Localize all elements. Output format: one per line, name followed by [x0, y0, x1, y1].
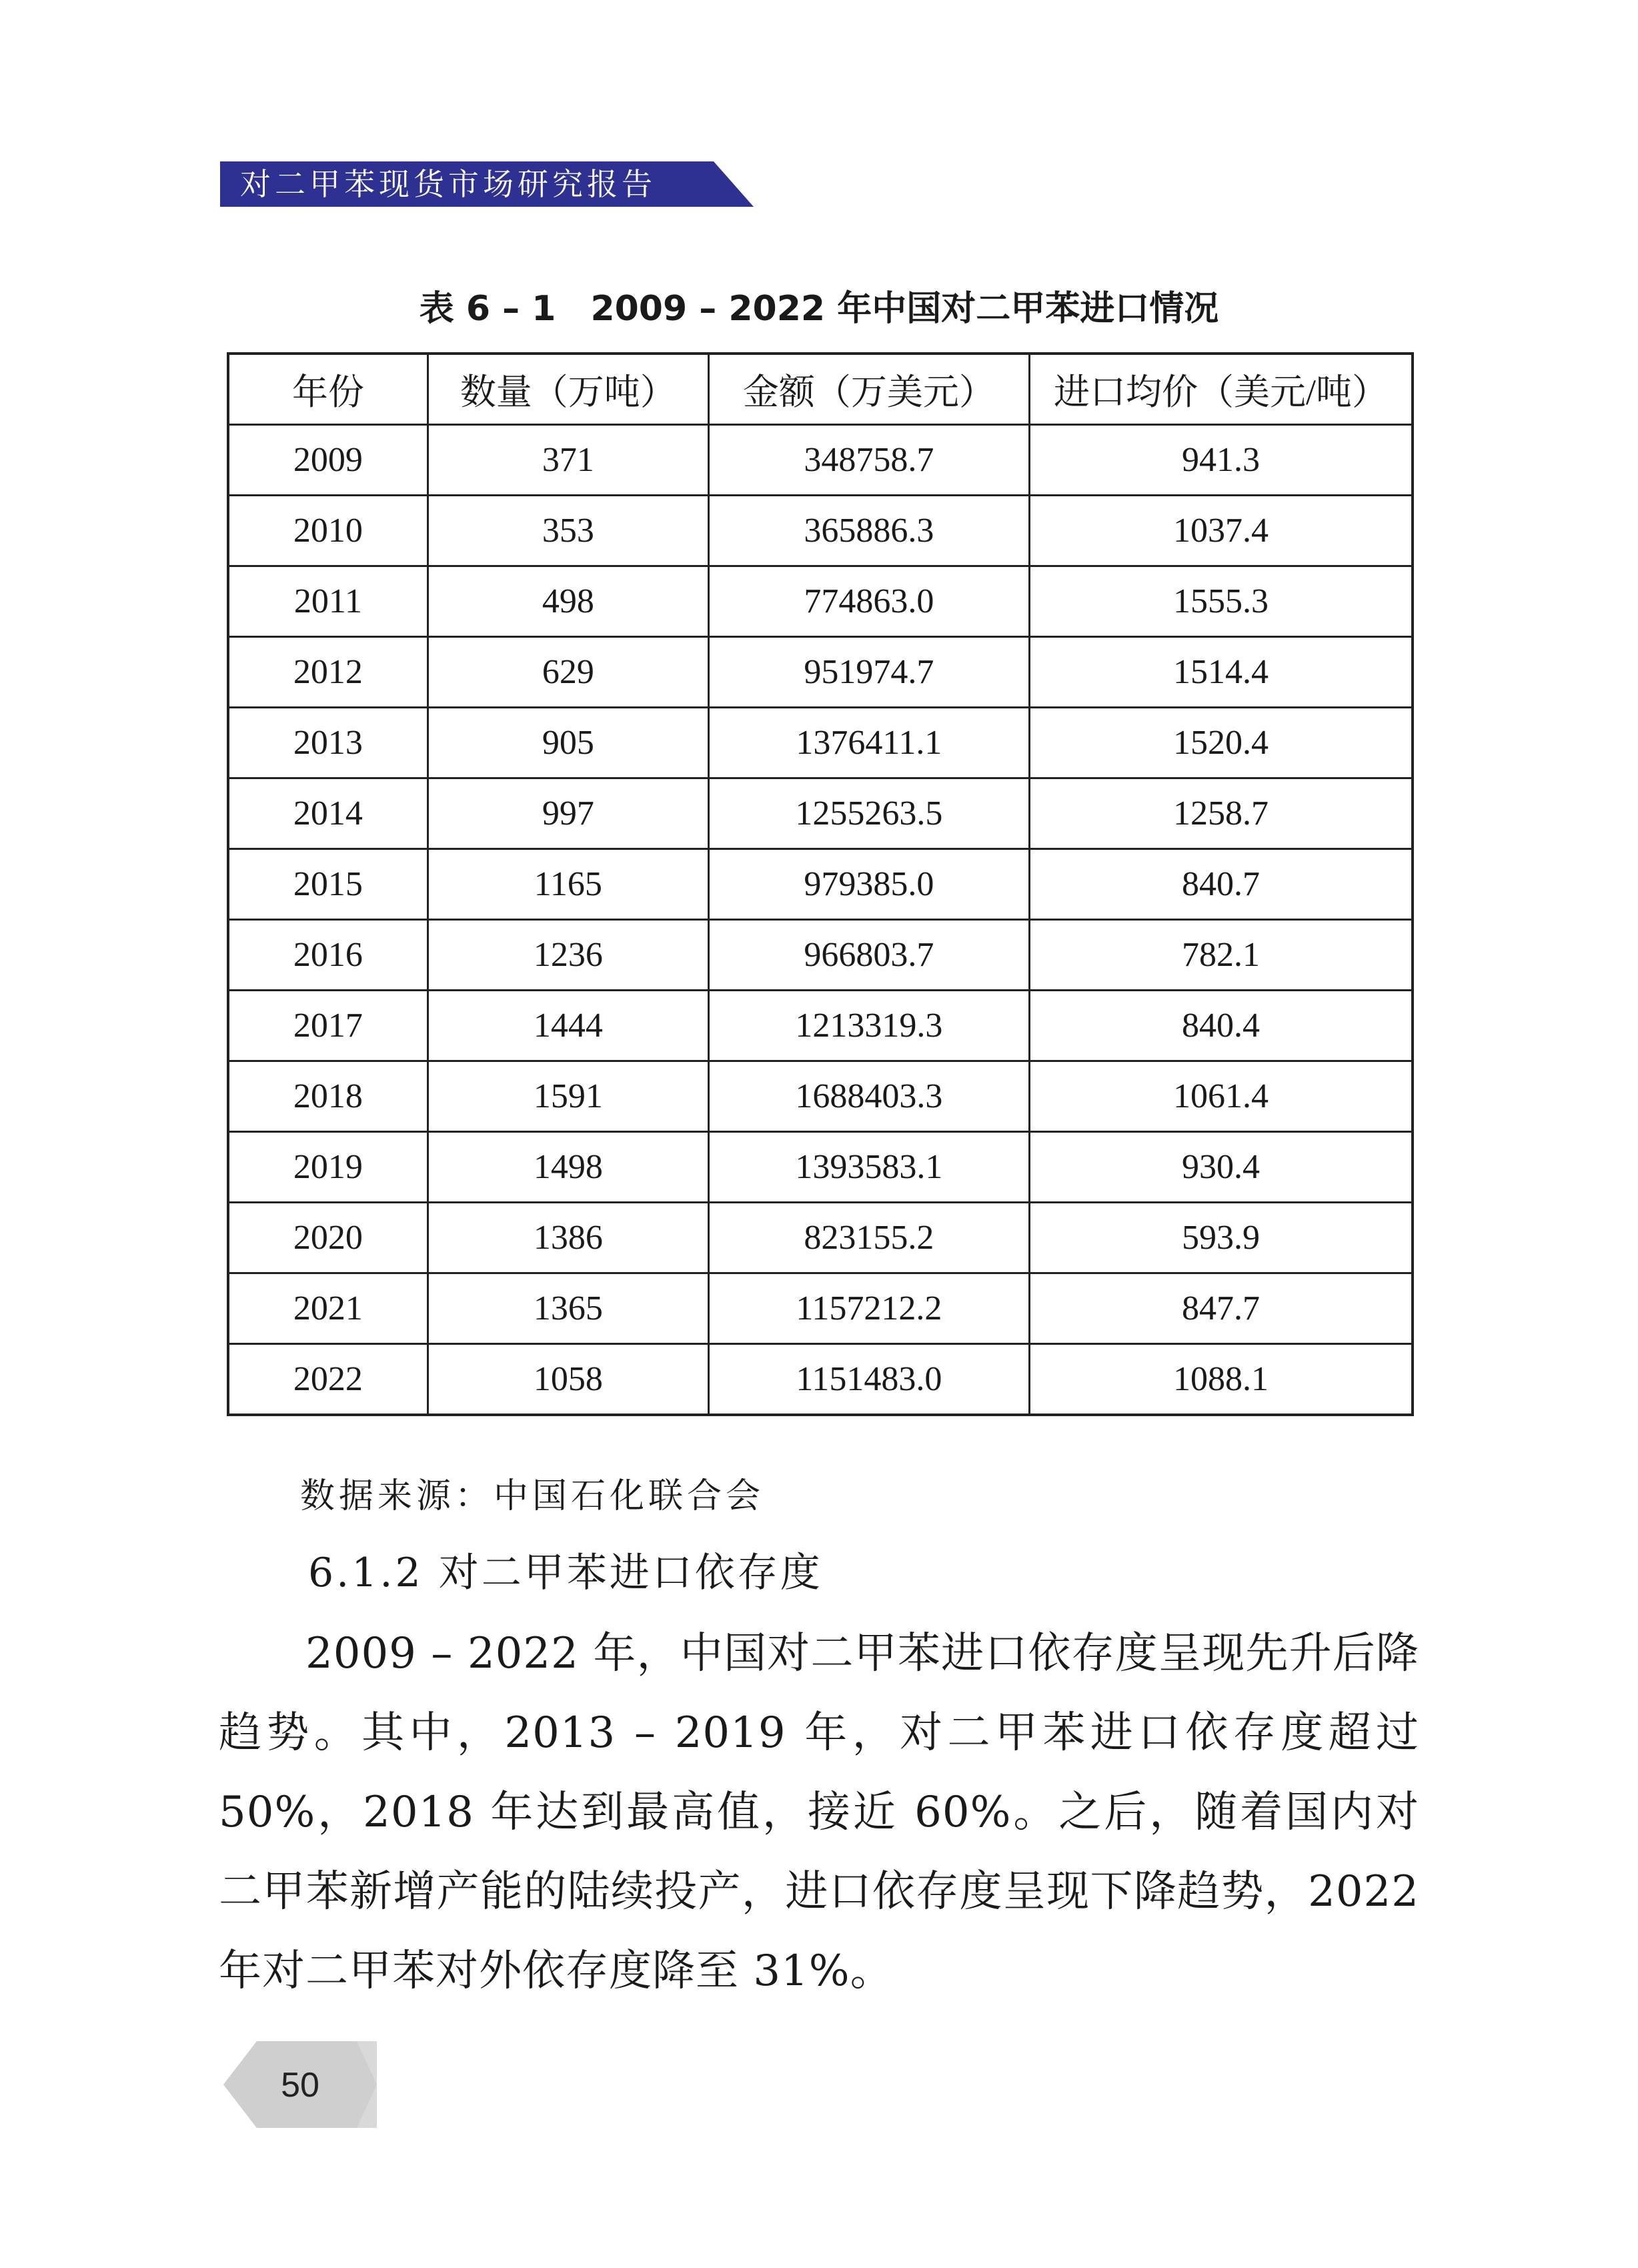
table-row: [228, 425, 1413, 496]
table-cell: 1213319.3: [708, 991, 1029, 1061]
table-cell: 365886.3: [708, 496, 1029, 566]
table-cell: 629: [428, 637, 708, 708]
table-cell: 2016: [228, 920, 428, 991]
table-cell: 782.1: [1029, 920, 1413, 991]
page-number-badge: [223, 2041, 377, 2128]
table-cell: 1236: [428, 920, 708, 991]
table-cell: 1498: [428, 1132, 708, 1203]
table-cell: 941.3: [1029, 425, 1413, 496]
table-cell: 1058: [428, 1344, 708, 1415]
table-cell: 2009: [228, 425, 428, 496]
table-row: [228, 566, 1413, 637]
table-cell: 1520.4: [1029, 708, 1413, 778]
table-cell: 847.7: [1029, 1273, 1413, 1344]
column-header: 年份: [228, 354, 428, 425]
table-caption: 表 6 – 1 2009 – 2022 年中国对二甲苯进口情况: [419, 289, 1219, 329]
table-body: [228, 425, 1413, 1415]
table-cell: 2021: [228, 1273, 428, 1344]
table-row: [228, 1061, 1413, 1132]
column-header: 进口均价（美元/吨）: [1029, 354, 1413, 425]
table-cell: 979385.0: [708, 849, 1029, 920]
header-title: 对二甲苯现货市场研究报告: [240, 166, 656, 202]
table-cell: 1688403.3: [708, 1061, 1029, 1132]
table-cell: 2019: [228, 1132, 428, 1203]
table-row: [228, 849, 1413, 920]
table-row: [228, 991, 1413, 1061]
table-cell: 2020: [228, 1203, 428, 1273]
table-cell: 1365: [428, 1273, 708, 1344]
table-row: [228, 778, 1413, 849]
section-heading: 6.1.2 对二甲苯进口依存度: [308, 1550, 823, 1596]
table-cell: 2018: [228, 1061, 428, 1132]
table-cell: 371: [428, 425, 708, 496]
table-cell: 348758.7: [708, 425, 1029, 496]
table-header-row: [228, 354, 1413, 425]
paragraph-text: 2009 – 2022 年，中国对二甲苯进口依存度呈现先升后降趋势。其中，2013 – 2019 年，对二甲苯进口依存度超过 50%，2018 年达到最高值，接近 60%。之后，随着国内对二甲苯新增产能的陆续投产，进口依存度呈现下降趋势，2022 年对二甲苯对外依存度降至 31%。: [219, 1629, 1419, 1996]
table-cell: 1088.1: [1029, 1344, 1413, 1415]
table-cell: 840.7: [1029, 849, 1413, 920]
import-table: [227, 352, 1414, 1416]
table-cell: 1591: [428, 1061, 708, 1132]
table-cell: 353: [428, 496, 708, 566]
column-header: 数量（万吨）: [428, 354, 708, 425]
table-cell: 1376411.1: [708, 708, 1029, 778]
table-cell: 2014: [228, 778, 428, 849]
table-cell: 1555.3: [1029, 566, 1413, 637]
table-cell: 1157212.2: [708, 1273, 1029, 1344]
page-number: 50: [281, 2066, 319, 2105]
table-cell: 1151483.0: [708, 1344, 1029, 1415]
table-cell: 1255263.5: [708, 778, 1029, 849]
table-cell: 2013: [228, 708, 428, 778]
table-cell: 997: [428, 778, 708, 849]
table-cell: 1165: [428, 849, 708, 920]
table-cell: 930.4: [1029, 1132, 1413, 1203]
table-row: [228, 637, 1413, 708]
table-cell: 1037.4: [1029, 496, 1413, 566]
table-cell: 2017: [228, 991, 428, 1061]
table-header: [228, 354, 1413, 425]
table-cell: 2010: [228, 496, 428, 566]
table-cell: 2022: [228, 1344, 428, 1415]
table-cell: 905: [428, 708, 708, 778]
table-row: [228, 1132, 1413, 1203]
table-cell: 1444: [428, 991, 708, 1061]
table-cell: 823155.2: [708, 1203, 1029, 1273]
table-row: [228, 496, 1413, 566]
running-header: [220, 161, 754, 207]
body-paragraph: [219, 1614, 1419, 2011]
table-cell: 966803.7: [708, 920, 1029, 991]
table-cell: 1393583.1: [708, 1132, 1029, 1203]
table-row: [228, 1203, 1413, 1273]
column-header: 金额（万美元）: [708, 354, 1029, 425]
table-cell: 593.9: [1029, 1203, 1413, 1273]
table-row: [228, 708, 1413, 778]
table-row: [228, 920, 1413, 991]
data-source: 数据来源：中国石化联合会: [300, 1476, 765, 1516]
table-cell: 1386: [428, 1203, 708, 1273]
table-cell: 2011: [228, 566, 428, 637]
table-cell: 2015: [228, 849, 428, 920]
table-row: [228, 1344, 1413, 1415]
table-cell: 1061.4: [1029, 1061, 1413, 1132]
table-cell: 774863.0: [708, 566, 1029, 637]
table-cell: 840.4: [1029, 991, 1413, 1061]
table-cell: 951974.7: [708, 637, 1029, 708]
table-cell: 2012: [228, 637, 428, 708]
table-cell: 498: [428, 566, 708, 637]
table-cell: 1258.7: [1029, 778, 1413, 849]
table-row: [228, 1273, 1413, 1344]
table-cell: 1514.4: [1029, 637, 1413, 708]
